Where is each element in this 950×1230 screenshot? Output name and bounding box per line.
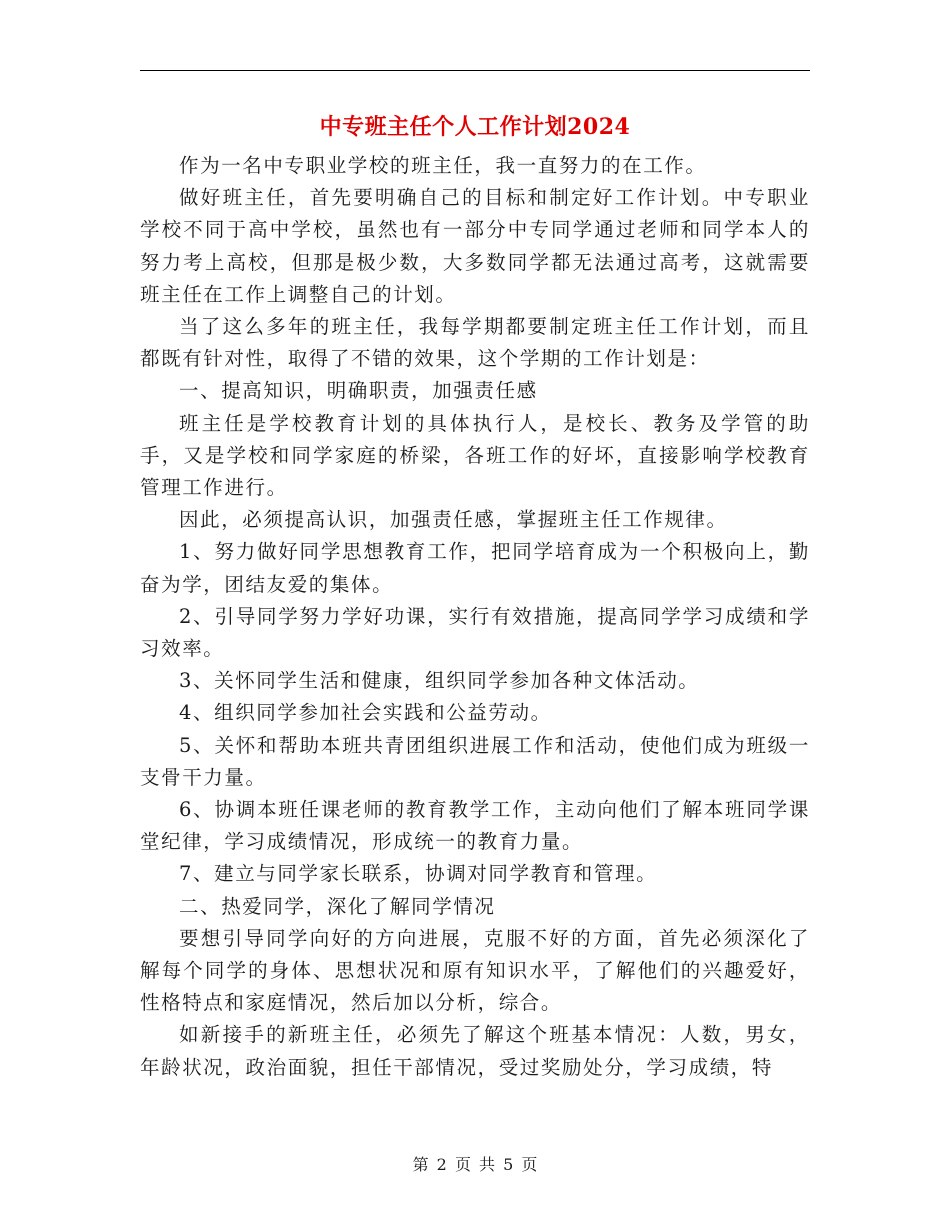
paragraph: 班主任是学校教育计划的具体执行人，是校长、教务及学管的助手，又是学校和同学家庭的桥梁，各班工作的好坏，直接影响学校教育管理工作进行。 — [140, 411, 810, 500]
paragraph: 要想引导同学向好的方向进展，克服不好的方面，首先必须深化了解每个同学的身体、思想状况和原有知识水平，了解他们的兴趣爱好，性格特点和家庭情况，然后加以分析，综合。 — [140, 926, 810, 1015]
paragraph: 当了这么多年的班主任，我每学期都要制定班主任工作计划，而且都既有针对性，取得了不错的效果，这个学期的工作计划是： — [140, 315, 810, 371]
paragraph: 如新接手的新班主任，必须先了解这个班基本情况：人数，男女，年龄状况，政治面貌，担任干部情况，受过奖励处分，学习成绩，特 — [140, 1023, 810, 1079]
page-number-footer: 第 2 页 共 5 页 — [412, 1155, 538, 1174]
section-heading: 二、热爱同学，深化了解同学情况 — [179, 894, 496, 918]
list-item: 2、引导同学努力学好功课，实行有效措施，提高同学学习成绩和学习效率。 — [140, 604, 810, 661]
list-item: 4、组织同学参加社会实践和公益劳动。 — [179, 701, 552, 725]
document-title: 中专班主任个人工作计划2024 — [319, 114, 631, 140]
list-item: 1、努力做好同学思想教育工作，把同学培育成为一个积极向上，勤奋为学，团结友爱的集体。 — [140, 540, 810, 596]
list-item: 7、建立与同学家长联系，协调对同学教育和管理。 — [179, 862, 658, 886]
document-body — [140, 150, 810, 1084]
paragraph: 作为一名中专职业学校的班主任，我一直努力的在工作。 — [179, 154, 707, 177]
paragraph: 做好班主任，首先要明确自己的目标和制定好工作计划。中专职业学校不同于高中学校，虽然也有一部分中专同学通过老师和同学本人的努力考上高校，但那是极少数，大多数同学都无法通过高考，这就需要班主任在工作上调整自己的计划。 — [140, 186, 810, 306]
list-item: 5、关怀和帮助本班共青团组织进展工作和活动，使他们成为班级一支骨干力量。 — [140, 733, 810, 789]
list-item: 6、协调本班任课老师的教育教学工作，主动向他们了解本班同学课堂纪律，学习成绩情况，形成统一的教育力量。 — [140, 798, 810, 854]
paragraph: 因此，必须提高认识，加强责任感，掌握班主任工作规律。 — [179, 508, 728, 532]
header-rule — [140, 70, 810, 71]
section-heading: 一、提高知识，明确职责，加强责任感 — [179, 379, 538, 403]
list-item: 3、关怀同学生活和健康，组织同学参加各种文体活动。 — [179, 669, 700, 693]
